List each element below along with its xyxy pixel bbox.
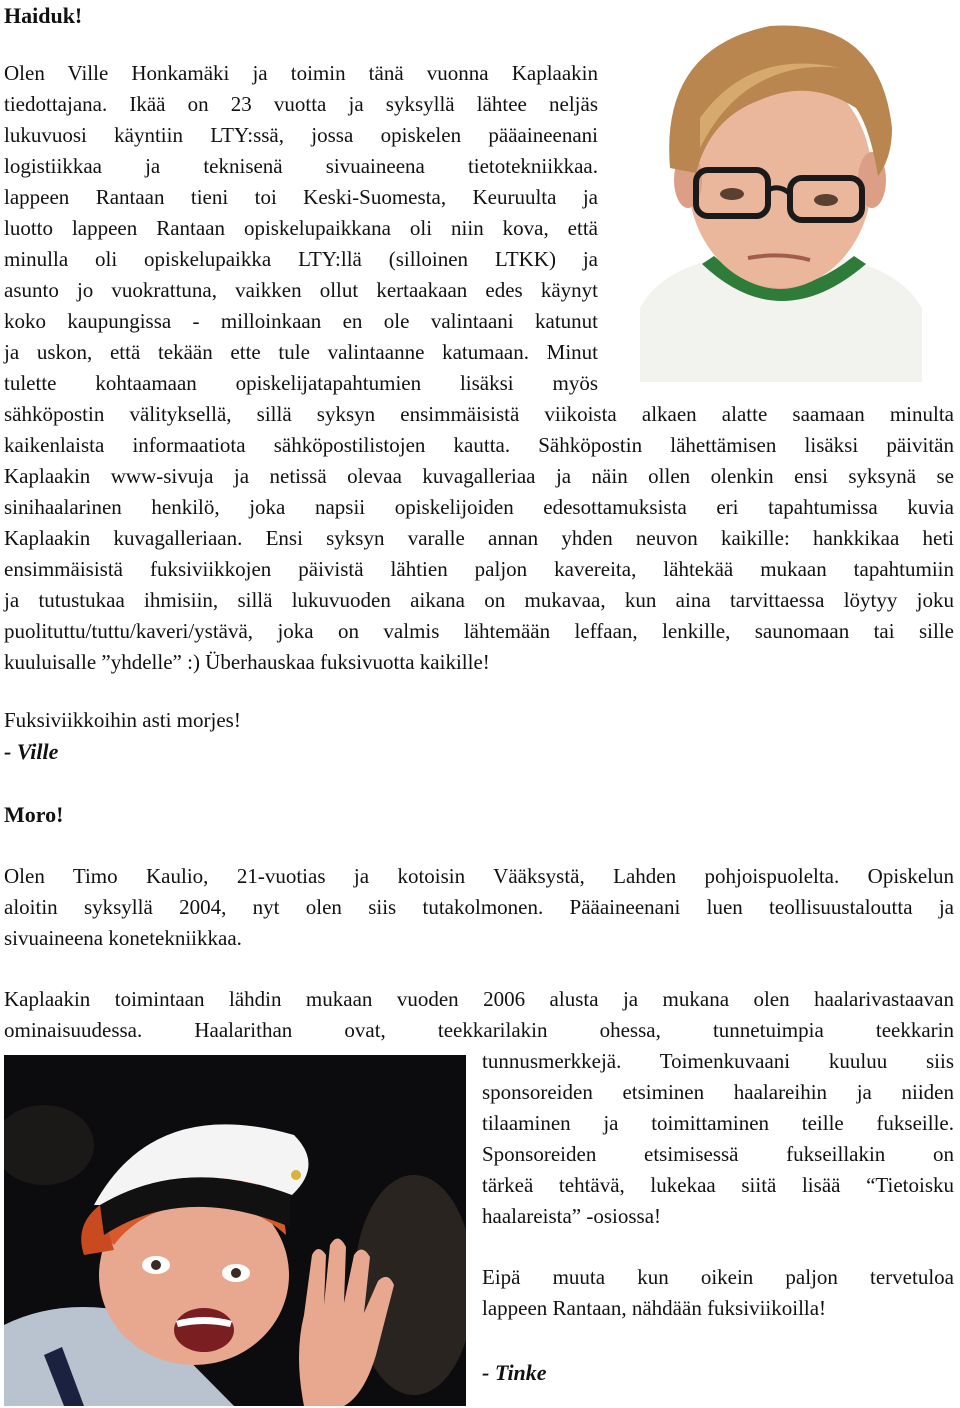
body-line: ominaisuudessa. Haalarithan ovat, teekkarilakin ohessa, tunnetuimpia teekkarin [4,1018,954,1042]
closing-text: Fuksiviikkoihin asti morjes! [4,708,241,732]
body-line: Olen Ville Honkamäki ja toimin tänä vuonna Kaplaakin [4,61,598,85]
body-line: Olen Timo Kaulio, 21-vuotias ja kotoisin Vääksystä, Lahden pohjoispuolelta. Opiskelun [4,864,954,888]
greeting-timo: Moro! [4,802,64,827]
body-line: Sponsoreiden etsimisessä fukseillakin on [482,1142,954,1166]
body-line: ja tutustukaa ihmisiin, sillä lukuvuoden aikana on mukavaa, kun aina tarvittaessa löytyy joku [4,588,954,612]
body-line: minulla oli opiskelupaikka LTY:llä (silloinen LTKK) ja [4,247,598,271]
body-line: Kaplaakin kuvagalleriaan. Ensi syksyn varalle annan yhden neuvon kaikille: hankkikaa heti [4,526,954,550]
body-line: Kaplaakin www-sivuja ja netissä olevaa kuvagalleriaa ja näin ollen olenkin ensi syksynä se [4,464,954,488]
body-line: tärkeä tehtävä, lukekaa siitä lisää “Tietoisku [482,1173,954,1197]
portrait-timo [4,1055,466,1406]
body-line: lappeen Rantaan tieni toi Keski-Suomesta, Keuruulta ja [4,185,598,209]
body-line: Eipä muuta kun oikein paljon tervetuloa [482,1265,954,1289]
body-line: puolituttu/tuttu/kaveri/ystävä, joka on valmis lähtemään leffaan, lenkille, saunomaan tai sille [4,619,954,643]
body-line: sinihaalarinen henkilö, joka napsii opiskelijoiden edesottamuksista eri tapahtumissa kuvia [4,495,954,519]
body-line: sähköpostin välityksellä, sillä syksyn ensimmäisistä viikoista alkaen alatte saamaan minulta [4,402,954,426]
body-line: ensimmäisistä fuksiviikkojen päivistä lähtien paljon kavereita, lähtekää mukaan tapahtumiin [4,557,954,581]
body-line: koko kaupungissa - milloinkaan en ole valintaani katunut [4,309,598,333]
body-line: tunnusmerkkejä. Toimenkuvaani kuuluu siis [482,1049,954,1073]
body-line: tulette kohtaamaan opiskelijatapahtumien lisäksi myös [4,371,598,395]
greeting-ville: Haiduk! [4,3,83,28]
body-line: ja uskon, että tekään ette tule valintaanne katumaan. Minut [4,340,598,364]
body-line: kuuluisalle ”yhdelle” :) Überhauskaa fuksivuotta kaikille! [4,650,490,674]
body-line: logistiikkaa ja teknisenä sivuaineena tietotekniikkaa. [4,154,598,178]
body-line: luotto lappeen Rantaan opiskelupaikkana oli niin kova, että [4,216,598,240]
body-line: tiedottajana. Ikää on 23 vuotta ja syksyllä lähtee neljäs [4,92,598,116]
body-line: tilaaminen ja toimittaminen teille fukseille. [482,1111,954,1135]
body-line: Kaplaakin toimintaan lähdin mukaan vuoden 2006 alusta ja mukana olen haalarivastaavan [4,987,954,1011]
body-line: aloitin syksyllä 2004, nyt olen siis tutakolmonen. Pääaineenani luen teollisuustaloutta ja [4,895,954,919]
body-line: lappeen Rantaan, nähdään fuksiviikoilla! [482,1296,827,1320]
body-line: asunto jo vuokrattuna, vaikken ollut kertaakaan edes käynyt [4,278,598,302]
signature-tinke: - Tinke [482,1360,547,1385]
portrait-ville [630,8,930,382]
body-line: sivuaineena konetekniikkaa. [4,926,242,950]
body-line: lukuvuosi käyntiin LTY:ssä, jossa opiskelen pääaineenani [4,123,598,147]
signature-ville: - Ville [4,739,59,764]
body-line: sponsoreiden etsiminen haalareihin ja niiden [482,1080,954,1104]
body-line: kaikenlaista informaatiota sähköpostilistojen kautta. Sähköpostin lähettämisen lisäksi päivitän [4,433,954,457]
body-line: haalareista” -osiossa! [482,1204,662,1228]
